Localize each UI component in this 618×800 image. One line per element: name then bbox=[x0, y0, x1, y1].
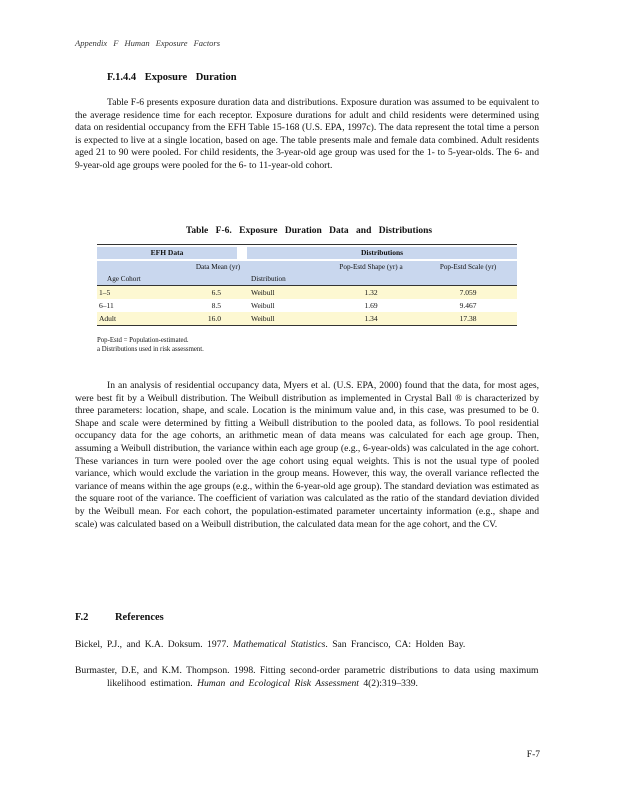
running-header: Appendix F Human Exposure Factors bbox=[75, 38, 221, 48]
cell-distribution: Weibull bbox=[251, 314, 275, 323]
cell-scale: 17.38 bbox=[459, 314, 477, 323]
cell-shape: 1.69 bbox=[364, 301, 378, 310]
cell-scale: 9.467 bbox=[459, 301, 477, 310]
table-notes bbox=[97, 336, 204, 354]
table-note-popestd: Pop-Estd = Population-estimated. bbox=[97, 337, 189, 344]
table-row bbox=[97, 286, 517, 299]
references-title: References bbox=[114, 612, 164, 623]
page-number: F-7 bbox=[526, 750, 540, 760]
paragraph-exposure-duration: Table F-6 presents exposure duration data and distributions. Exposure duration was assumed to be equivalent to the average residence time for each receptor. Exposure durations for adult and child residents were determined using data on residential occupancy from the EFH Table 15-168 (U.S. EPA, 1997c). The data represent the total time a person is expected to live at a single location, based on age. The table presents male and female data combined. Adult residents aged 21 to 90 were pooled. For child residents, the 3-year-old age group was used for the 1- to 5-year-olds. The 6- and 9-year-old age groups were pooled for the 6- to 11-year-old cohort. bbox=[75, 97, 539, 171]
section-title: Exposure Duration bbox=[144, 72, 237, 83]
reference-bickel-title: Mathematical Statistics bbox=[233, 639, 326, 650]
cell-age: 1–5 bbox=[99, 288, 111, 297]
cell-mean: 16.0 bbox=[207, 314, 221, 323]
cell-scale: 7.059 bbox=[459, 288, 477, 297]
table-row bbox=[97, 299, 517, 312]
col-distribution: Distribution bbox=[251, 275, 286, 283]
col-age-cohort: Age Cohort bbox=[107, 275, 141, 283]
table-column-headers bbox=[97, 261, 517, 286]
cell-mean: 6.5 bbox=[211, 288, 221, 297]
references-heading bbox=[75, 612, 188, 623]
reference-bickel-publisher: . San Francisco, CA: Holden Bay. bbox=[325, 639, 466, 650]
exposure-duration-table bbox=[97, 244, 517, 326]
cell-age: 6–11 bbox=[99, 301, 114, 310]
col-scale: Pop-Estd Scale (yr) bbox=[439, 263, 497, 271]
cell-age: Adult bbox=[99, 314, 117, 323]
reference-burmaster-volume: 4(2):319–339. bbox=[358, 678, 418, 689]
cell-mean: 8.5 bbox=[211, 301, 221, 310]
col-data-mean: Data Mean (yr) bbox=[195, 263, 241, 271]
paragraph-weibull-analysis: In an analysis of residential occupancy data, Myers et al. (U.S. EPA, 2000) found that the data, for most ages, were best fit by a Weibull distribution. The Weibull distribution as implemented in Crystal Ball ® is characterized by three parameters: location, shape, and scale. Location is the minimum value and, in this case, was presumed to be 0. Shape and scale were determined by fitting a Weibull distribution to the pooled data, as follows. To pool residential occupancy data for the age cohorts, an arithmetic mean of data means was calculated for each age group. Then, assuming a Weibull distribution, the variance within each age group (e.g., 6-year-olds) was calculated in the age cohort. These variances in turn were pooled over the age cohort using equal weights. This is not the usual type of pooled variance, which would exclude the variation in the group means. However, this way, the overall variance reflected the variance of means within the age groups (e.g., within the 6-year-old age group). The standard deviation was estimated as the square root of the variance. The coefficient of variation was calculated as the ratio of the standard deviation divided by the Weibull mean. For each cohort, the population-estimated parameter uncertainty information (e.g., shape and scale) was calculated based on a Weibull distribution, the calculated data mean for the age cohort, and the CV. bbox=[75, 380, 539, 530]
group-distributions: Distributions bbox=[247, 247, 517, 259]
cell-shape: 1.34 bbox=[364, 314, 378, 323]
group-efh-data: EFH Data bbox=[97, 247, 237, 259]
table-note-distributions: a Distributions used in risk assessment. bbox=[97, 346, 204, 353]
cell-distribution: Weibull bbox=[251, 301, 275, 310]
cell-shape: 1.32 bbox=[364, 288, 378, 297]
reference-bickel bbox=[75, 638, 539, 651]
table-title: Table F-6. Exposure Duration Data and Distributions bbox=[185, 226, 433, 236]
reference-bickel-authors: Bickel, P.J., and K.A. Doksum. 1977. bbox=[75, 639, 234, 650]
section-heading bbox=[107, 72, 237, 83]
references-number: F.2 bbox=[75, 612, 89, 623]
reference-burmaster-journal: Human and Ecological Risk Assessment bbox=[197, 678, 359, 689]
cell-distribution: Weibull bbox=[251, 288, 275, 297]
section-number: F.1.4.4 bbox=[107, 72, 137, 83]
reference-burmaster-authors: Burmaster, D.E, and K.M. Thompson. 1998. Fitting second-order parametric distributions to data using maximum likelihood estimation. bbox=[75, 665, 539, 689]
table-group-header bbox=[97, 245, 517, 259]
table-row bbox=[97, 312, 517, 325]
col-shape: Pop-Estd Shape (yr) a bbox=[339, 263, 403, 271]
reference-burmaster bbox=[75, 664, 539, 690]
